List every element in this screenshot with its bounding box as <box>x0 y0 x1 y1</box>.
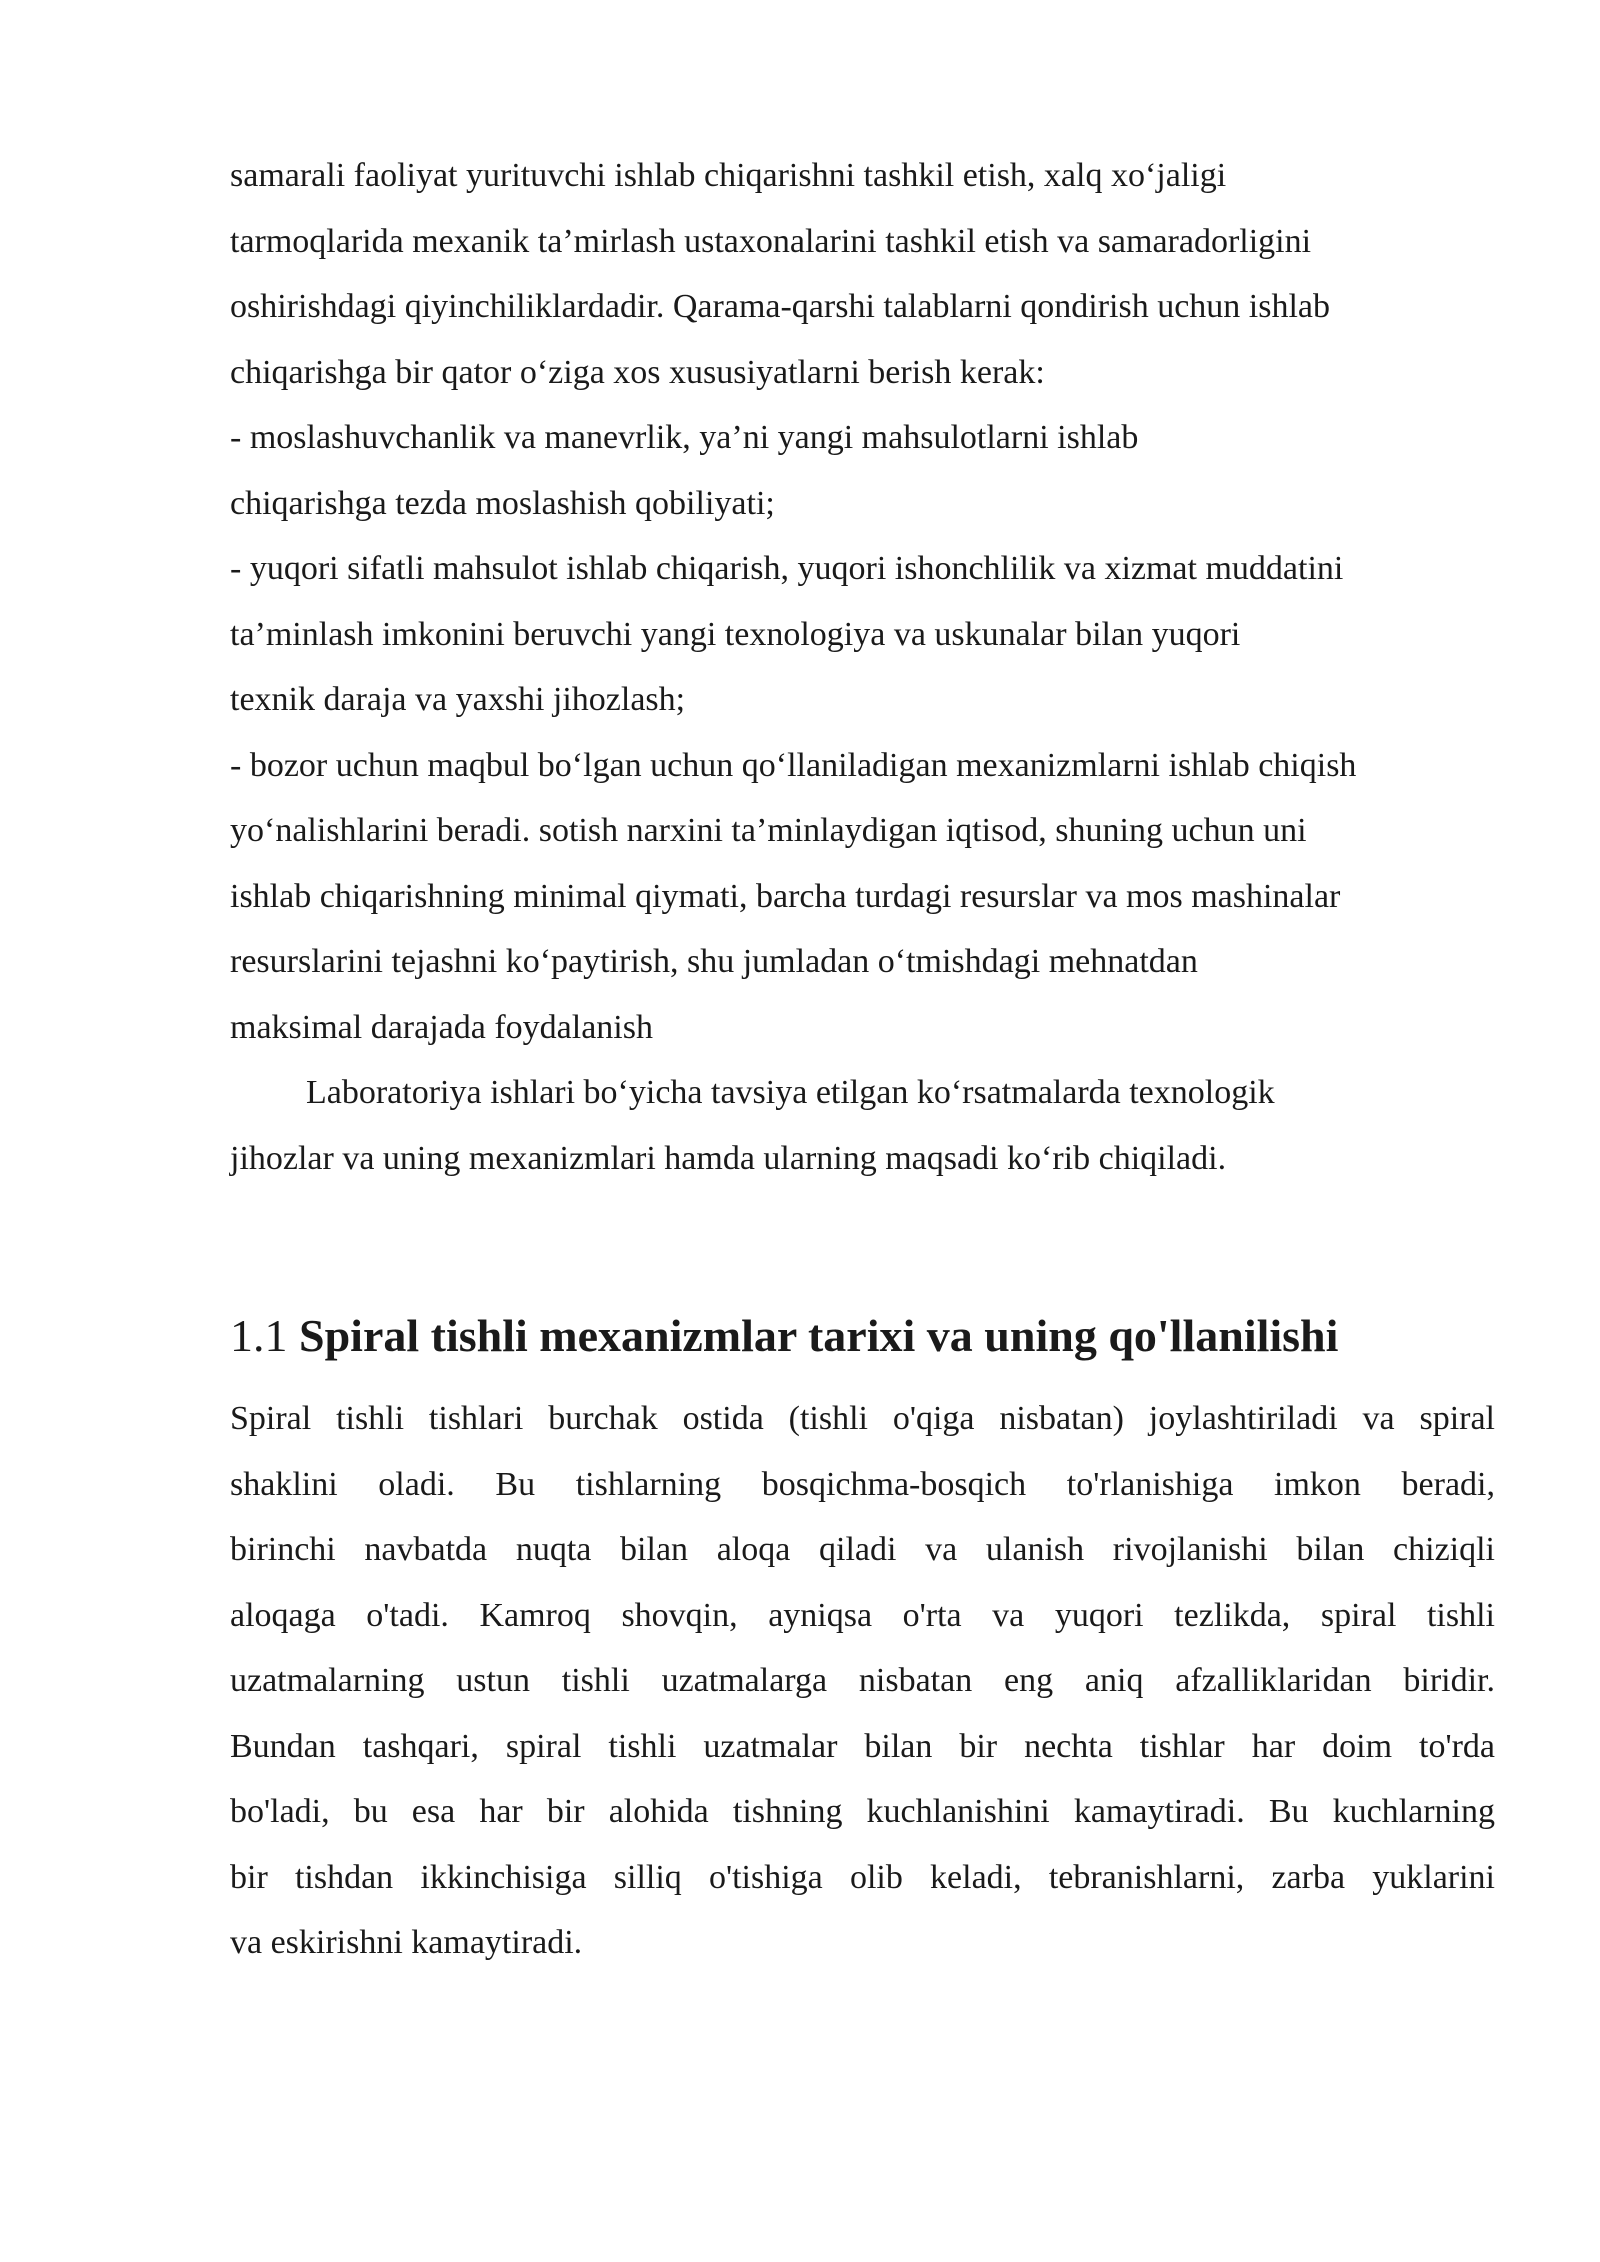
text-line: Bundan tashqari, spiral tishli uzatmalar bilan bir nechta tishlar har doim to'rda <box>230 1727 1495 1765</box>
text-line: uzatmalarning ustun tishli uzatmalarga nisbatan eng aniq afzalliklaridan biridir. <box>230 1662 1495 1699</box>
section-heading <box>230 1291 1495 1381</box>
paragraph-laboratory <box>230 1060 1495 1191</box>
list-item-line: ta’minlash imkonini beruvchi yangi texnologiya va uskunalar bilan yuqori <box>230 615 1241 653</box>
list-item-line: chiqarishga tezda moslashish qobiliyati; <box>230 484 775 522</box>
section-number: 1.1 <box>230 1310 288 1361</box>
text-line: jihozlar va uning mexanizmlari hamda ularning maqsadi ko‘rib chiqiladi. <box>230 1139 1227 1177</box>
list-item-line: - moslashuvchanlik va manevrlik, ya’ni yangi mahsulotlarni ishlab <box>230 419 1139 456</box>
text-line: samarali faoliyat yurituvchi ishlab chiqarishni tashkil etish, xalq xo‘jaligi <box>230 157 1227 194</box>
list-item-line: - yuqori sifatli mahsulot ishlab chiqarish, yuqori ishonchlilik va xizmat muddatini <box>230 550 1344 587</box>
text-line: Laboratoriya ishlari bo‘yicha tavsiya etilgan ko‘rsatmalarda texnologik <box>306 1074 1275 1111</box>
paragraph-intro <box>230 143 1495 1060</box>
text-line: aloqaga o'tadi. Kamroq shovqin, ayniqsa o'rta va yuqori tezlikda, spiral tishli <box>230 1596 1495 1634</box>
list-item-line: texnik daraja va yaxshi jihozlash; <box>230 681 686 718</box>
text-line: tarmoqlarida mexanik ta’mirlash ustaxonalarini tashkil etish va samaradorligini <box>230 222 1312 260</box>
list-item-line: - bozor uchun maqbul bo‘lgan uchun qo‘llaniladigan mexanizmlarni ishlab chiqish <box>230 746 1357 784</box>
page-content <box>230 143 1495 1976</box>
list-item-line: maksimal darajada foydalanish <box>230 1008 653 1046</box>
list-item-line: resurslarini tejashni ko‘paytirish, shu jumladan o‘tmishdagi mehnatdan <box>230 943 1198 980</box>
text-line: bo'ladi, bu esa har bir alohida tishning kuchlanishini kamaytiradi. Bu kuchlarning <box>230 1793 1495 1830</box>
paragraph-spiral-gears <box>230 1386 1495 1976</box>
list-item-line: yo‘nalishlarini beradi. sotish narxini ta’minlaydigan iqtisod, shuning uchun uni <box>230 812 1307 849</box>
text-line: shaklini oladi. Bu tishlarning bosqichma-bosqich to'rlanishiga imkon beradi, <box>230 1465 1495 1503</box>
list-item-line: ishlab chiqarishning minimal qiymati, barcha turdagi resurslar va mos mashinalar <box>230 877 1341 915</box>
text-line: bir tishdan ikkinchisiga silliq o'tishiga olib keladi, tebranishlarni, zarba yuklarini <box>230 1858 1495 1896</box>
text-line: oshirishdagi qiyinchiliklardadir. Qarama-qarshi talablarni qondirish uchun ishlab <box>230 288 1331 325</box>
text-line: Spiral tishli tishlari burchak ostida (tishli o'qiga nisbatan) joylashtiriladi va spiral <box>230 1400 1495 1437</box>
text-line: birinchi navbatda nuqta bilan aloqa qiladi va ulanish rivojlanishi bilan chiziqli <box>230 1531 1495 1568</box>
section-title: Spiral tishli mexanizmlar tarixi va uning qo'llanilishi <box>299 1310 1339 1361</box>
text-line: chiqarishga bir qator o‘ziga xos xususiyatlarni berish kerak: <box>230 353 1045 391</box>
text-line: va eskirishni kamaytiradi. <box>230 1924 583 1961</box>
